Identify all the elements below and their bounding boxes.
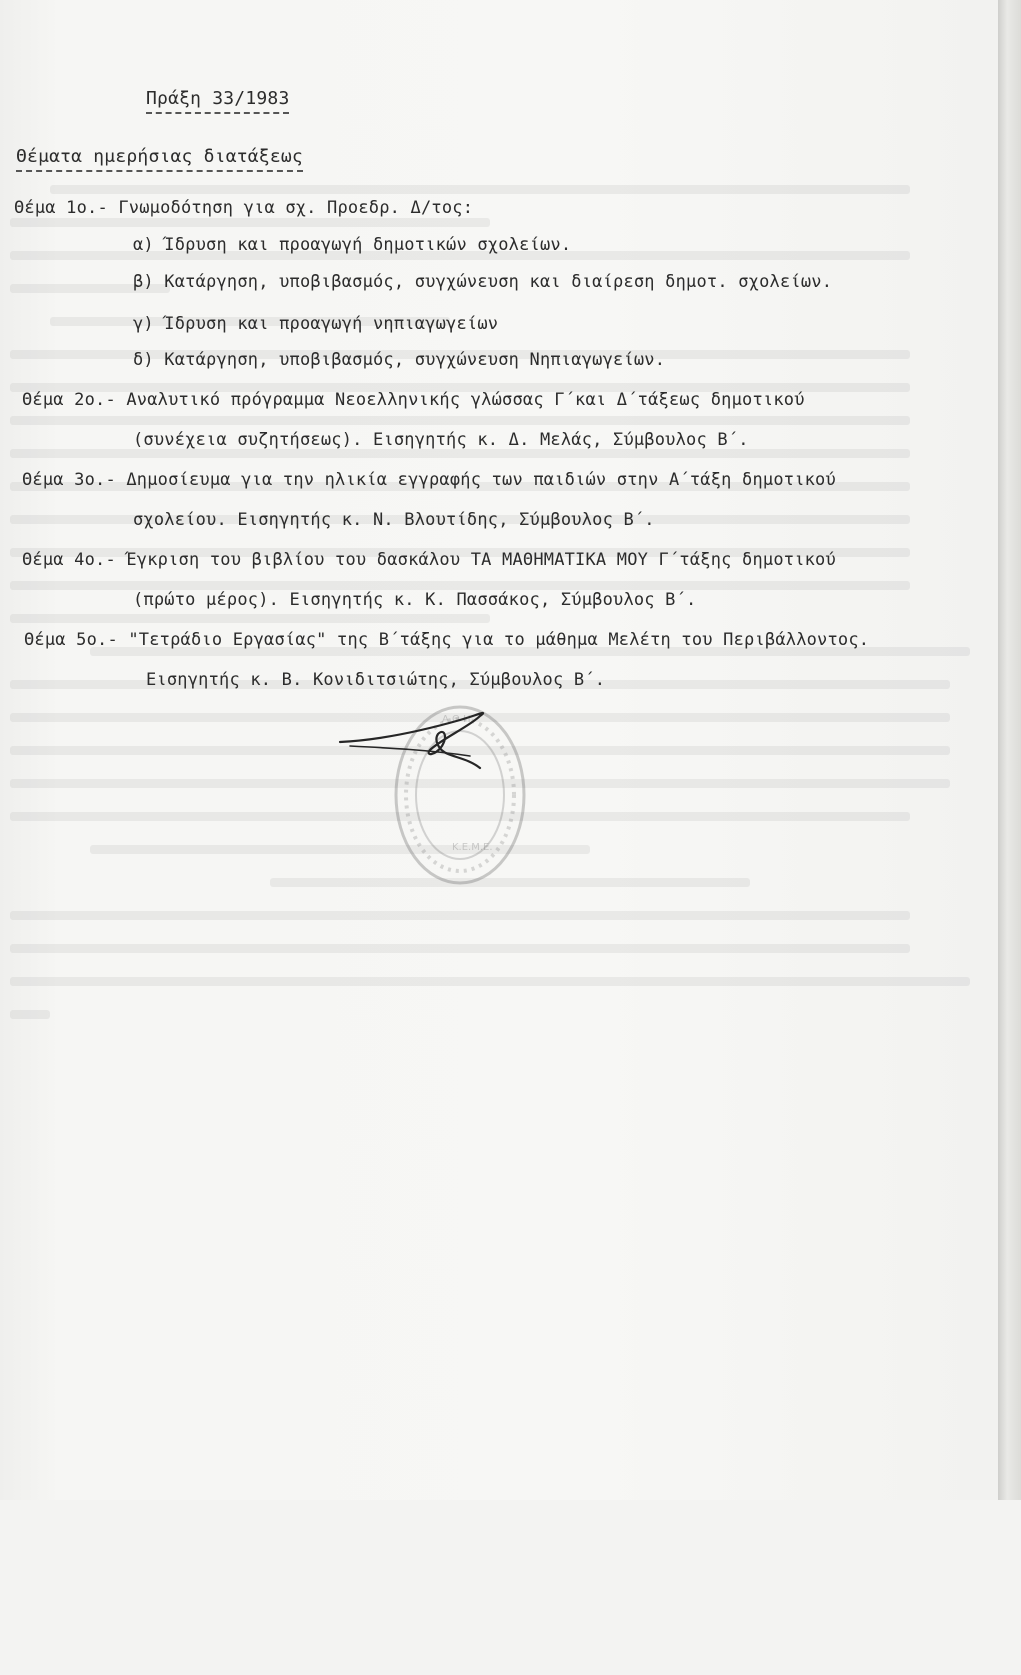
page-title: Πράξη 33/1983 <box>146 88 289 114</box>
topic-1-item-a: α) Ίδρυση και προαγωγή δημοτικών σχολείων. <box>133 235 572 255</box>
topic-5-line <box>24 630 869 650</box>
topic-2-label: Θέμα 2ο.- <box>22 390 116 410</box>
topic-1-label: Θέμα 1ο.- <box>14 198 108 218</box>
topic-1-text: Γνωμοδότηση για σχ. Προεδρ. Δ/τος: <box>118 198 474 218</box>
topic-1-line <box>14 198 473 218</box>
topic-4-label: Θέμα 4ο.- <box>22 550 116 570</box>
topic-4-continuation: (πρώτο μέρος). Εισηγητής κ. Κ. Πασσάκος, Σύμβουλος Β΄. <box>133 590 697 610</box>
topic-5-continuation: Εισηγητής κ. Β. Κονιδιτσιώτης, Σύμβουλος Β΄. <box>146 670 606 690</box>
topic-4-text: Έγκριση του βιβλίου του δασκάλου ΤΑ ΜΑΘΗΜΑΤΙΚΑ ΜΟΥ Γ΄τάξης δημοτικού <box>126 550 836 570</box>
handwritten-signature <box>330 690 500 780</box>
topic-3-label: Θέμα 3ο.- <box>22 470 116 490</box>
topic-1-item-c: γ) Ίδρυση και προαγωγή νηπιαγωγείων <box>133 314 499 334</box>
topic-3-line <box>22 470 836 490</box>
topic-4-line <box>22 550 836 570</box>
svg-text:Κ.Ε.Μ.Ε.: Κ.Ε.Μ.Ε. <box>452 842 493 853</box>
topic-5-label: Θέμα 5ο.- <box>24 630 118 650</box>
agenda-heading: Θέματα ημερήσιας διατάξεως <box>16 146 303 172</box>
topic-1-item-b: β) Κατάργηση, υποβιβασμός, συγχώνευση και διαίρεση δημοτ. σχολείων. <box>133 272 833 292</box>
topic-5-text: "Τετράδιο Εργασίας" της Β΄τάξης για το μάθημα Μελέτη του Περιβάλλοντος. <box>128 630 870 650</box>
topic-2-continuation: (συνέχεια συζητήσεως). Εισηγητής κ. Δ. Μελάς, Σύμβουλος Β΄. <box>133 430 749 450</box>
topic-2-line <box>22 390 805 410</box>
svg-text:Α Θ Η: Α Θ Η <box>442 714 471 725</box>
topic-2-text: Αναλυτικό πρόγραμμα Νεοελληνικής γλώσσας Γ΄και Δ΄τάξεως δημοτικού <box>126 390 805 410</box>
topic-3-continuation: σχολείου. Εισηγητής κ. Ν. Βλουτίδης, Σύμβουλος Β΄. <box>133 510 655 530</box>
topic-3-text: Δημοσίευμα για την ηλικία εγγραφής των παιδιών στην Α΄τάξη δημοτικού <box>126 470 836 490</box>
topic-1-item-d: δ) Κατάργηση, υποβιβασμός, συγχώνευση Νηπιαγωγείων. <box>133 350 666 370</box>
